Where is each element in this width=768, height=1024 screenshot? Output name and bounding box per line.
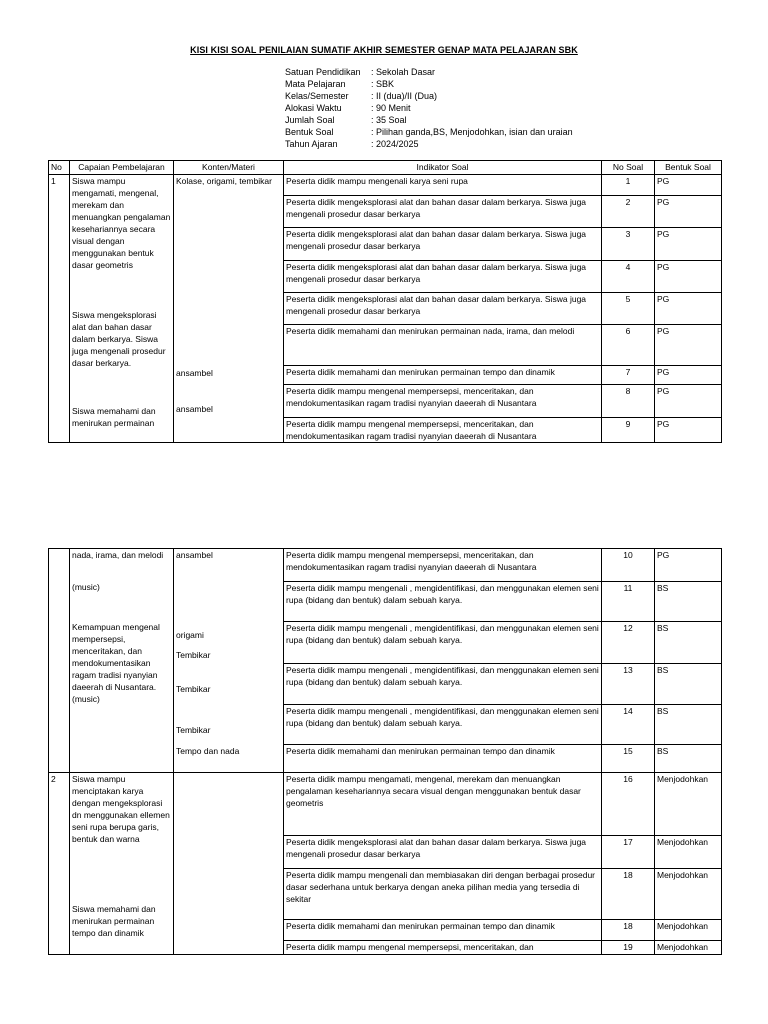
info-label: Jumlah Soal <box>285 115 335 125</box>
bentuk-cell: PG <box>655 418 722 443</box>
bentuk-cell: PG <box>655 196 722 228</box>
info-row <box>285 90 573 102</box>
no-soal-cell: 15 <box>602 745 655 773</box>
no-soal-cell: 16 <box>602 773 655 836</box>
table-row <box>49 175 722 196</box>
no-soal-cell: 12 <box>602 622 655 664</box>
indikator-cell: Peserta didik mampu mengenali dan membiasakan diri dengan berbagai prosedur dasar sederhana untuk berkarya dengan aneka pilihan media yang tersedia di sekitar <box>284 869 602 920</box>
header-no-soal: No Soal <box>602 161 655 175</box>
indikator-cell: Peserta didik mengeksplorasi alat dan bahan dasar dalam berkarya. Siswa juga mengenali prosedur dasar berkarya <box>284 196 602 228</box>
no-soal-cell: 8 <box>602 385 655 418</box>
info-label: Satuan Pendidikan <box>285 67 361 77</box>
indikator-cell: Peserta didik memahami dan menirukan permainan tempo dan dinamik <box>284 745 602 773</box>
info-label: Tahun Ajaran <box>285 139 338 149</box>
info-row <box>285 114 573 126</box>
no-soal-cell: 2 <box>602 196 655 228</box>
no-soal-cell: 4 <box>602 261 655 293</box>
indikator-cell: Peserta didik mengeksplorasi alat dan bahan dasar dalam berkarya. Siswa juga mengenali prosedur dasar berkarya <box>284 293 602 325</box>
no-soal-cell: 6 <box>602 325 655 366</box>
info-row <box>285 126 573 138</box>
no-soal-cell: 13 <box>602 664 655 705</box>
table-row <box>49 549 722 582</box>
no-soal-cell: 11 <box>602 582 655 622</box>
header-no: No <box>49 161 70 175</box>
no-soal-cell: 3 <box>602 228 655 261</box>
capaian-text: Siswa mengeksplorasi alat dan bahan dasar dalam berkarya. Siswa juga mengenali prosedur dasar berkarya. <box>72 310 166 368</box>
konten-cell <box>174 549 284 773</box>
row-number <box>49 549 70 773</box>
indikator-cell: Peserta didik mengeksplorasi alat dan bahan dasar dalam berkarya. Siswa juga mengenali prosedur dasar berkarya <box>284 261 602 293</box>
bentuk-cell: BS <box>655 622 722 664</box>
bentuk-cell: BS <box>655 745 722 773</box>
bentuk-cell: PG <box>655 175 722 196</box>
grid-table-page2 <box>48 548 722 955</box>
info-value: : Sekolah Dasar <box>371 67 436 77</box>
konten-cell <box>174 175 284 443</box>
capaian-cell <box>70 549 174 773</box>
info-value: : 2024/2025 <box>371 139 419 149</box>
indikator-cell: Peserta didik mampu mengenal mempersepsi, menceritakan, dan mendokumentasikan ragam tradisi nyanyian daeerah di Nusantara <box>284 418 602 443</box>
info-label: Mata Pelajaran <box>285 79 346 89</box>
no-soal-cell: 1 <box>602 175 655 196</box>
info-value: : 35 Soal <box>371 115 407 125</box>
bentuk-cell: PG <box>655 325 722 366</box>
document-title: KISI KISI SOAL PENILAIAN SUMATIF AKHIR SEMESTER GENAP MATA PELAJARAN SBK <box>190 45 578 55</box>
no-soal-cell: 9 <box>602 418 655 443</box>
header-row <box>49 161 722 175</box>
bentuk-cell: BS <box>655 705 722 745</box>
header-capaian: Capaian Pembelajaran <box>70 161 174 175</box>
indikator-cell: Peserta didik mengeksplorasi alat dan bahan dasar dalam berkarya. Siswa juga mengenali prosedur dasar berkarya <box>284 836 602 869</box>
no-soal-cell: 19 <box>602 941 655 955</box>
bentuk-cell: PG <box>655 366 722 385</box>
capaian-text: nada, irama, dan melodi <box>72 550 164 560</box>
indikator-cell: Peserta didik memahami dan menirukan permainan tempo dan dinamik <box>284 366 602 385</box>
konten-text: ansambel <box>176 404 213 414</box>
no-soal-cell: 5 <box>602 293 655 325</box>
indikator-cell: Peserta didik mampu mengenali , mengidentifikasi, dan menggunakan elemen seni rupa (bidang dan bentuk) dalam sebuah karya. <box>284 622 602 664</box>
indikator-cell: Peserta didik mampu mengenali , mengidentifikasi, dan menggunakan elemen seni rupa (bidang dan bentuk) dalam sebuah karya. <box>284 582 602 622</box>
bentuk-cell: Menjodohkan <box>655 920 722 941</box>
indikator-cell: Peserta didik mengeksplorasi alat dan bahan dasar dalam berkarya. Siswa juga mengenali prosedur dasar berkarya <box>284 228 602 261</box>
konten-cell <box>174 773 284 955</box>
info-block <box>285 66 573 150</box>
no-soal-cell: 18 <box>602 869 655 920</box>
no-soal-cell: 17 <box>602 836 655 869</box>
konten-text: Kolase, origami, tembikar <box>176 176 272 186</box>
bentuk-cell: BS <box>655 582 722 622</box>
bentuk-cell: Menjodohkan <box>655 773 722 836</box>
grid-table-page1 <box>48 160 722 443</box>
bentuk-cell: PG <box>655 261 722 293</box>
bentuk-cell: PG <box>655 549 722 582</box>
konten-text: Tembikar <box>176 650 211 660</box>
bentuk-cell: BS <box>655 664 722 705</box>
table-row <box>49 773 722 836</box>
indikator-cell: Peserta didik mampu mengenali karya seni rupa <box>284 175 602 196</box>
info-value: : II (dua)/II (Dua) <box>371 91 438 101</box>
bentuk-cell: PG <box>655 293 722 325</box>
konten-text: Tembikar <box>176 725 211 735</box>
capaian-text: Siswa mampu menciptakan karya dengan mengeksplorasi dn menggunakan ellemen seni rupa berupa garis, bentuk dan warna <box>72 774 170 844</box>
info-value: : Pilihan ganda,BS, Menjodohkan, isian dan uraian <box>371 127 573 137</box>
info-value: : 90 Menit <box>371 103 411 113</box>
konten-text: ansambel <box>176 368 213 378</box>
bentuk-cell: Menjodohkan <box>655 941 722 955</box>
konten-text: Tempo dan nada <box>176 746 240 756</box>
row-number: 1 <box>49 175 70 443</box>
indikator-cell: Peserta didik memahami dan menirukan permainan tempo dan dinamik <box>284 920 602 941</box>
info-label: Kelas/Semester <box>285 91 349 101</box>
bentuk-cell: PG <box>655 228 722 261</box>
no-soal-cell: 18 <box>602 920 655 941</box>
capaian-text: Kemampuan mengenal mempersepsi, menceritakan, dan mendokumentasikan ragam tradisi nyanyian daeerah di Nusantara. (music) <box>72 622 160 704</box>
info-row <box>285 78 573 90</box>
indikator-cell: Peserta didik mampu mengenali , mengidentifikasi, dan menggunakan elemen seni rupa (bidang dan bentuk) dalam sebuah karya. <box>284 705 602 745</box>
header-indikator: Indikator Soal <box>284 161 602 175</box>
bentuk-cell: Menjodohkan <box>655 836 722 869</box>
info-row <box>285 102 573 114</box>
konten-text: origami <box>176 630 204 640</box>
info-row <box>285 66 573 78</box>
capaian-text: Siswa memahami dan menirukan permainan tempo dan dinamik <box>72 904 156 938</box>
capaian-cell <box>70 773 174 955</box>
info-value: : SBK <box>371 79 395 89</box>
indikator-cell: Peserta didik mampu mengenal mempersepsi, menceritakan, dan <box>284 941 602 955</box>
indikator-cell: Peserta didik mampu mengenal mempersepsi, menceritakan, dan mendokumentasikan ragam tradisi nyanyian daeerah di Nusantara <box>284 549 602 582</box>
capaian-text: (music) <box>72 582 100 592</box>
info-label: Alokasi Waktu <box>285 103 342 113</box>
info-row <box>285 138 573 150</box>
no-soal-cell: 10 <box>602 549 655 582</box>
indikator-cell: Peserta didik mampu mengamati, mengenal, merekam dan menuangkan pengalaman kesehariannya secara visual dengan menggunakan bentuk dasar geometris <box>284 773 602 836</box>
konten-text: Tembikar <box>176 684 211 694</box>
no-soal-cell: 14 <box>602 705 655 745</box>
bentuk-cell: PG <box>655 385 722 418</box>
bentuk-cell: Menjodohkan <box>655 869 722 920</box>
capaian-cell <box>70 175 174 443</box>
indikator-cell: Peserta didik mampu mengenali , mengidentifikasi, dan menggunakan elemen seni rupa (bidang dan bentuk) dalam sebuah karya. <box>284 664 602 705</box>
indikator-cell: Peserta didik mampu mengenal mempersepsi, menceritakan, dan mendokumentasikan ragam tradisi nyanyian daeerah di Nusantara <box>284 385 602 418</box>
header-konten: Konten/Materi <box>174 161 284 175</box>
capaian-text: Siswa memahami dan menirukan permainan <box>72 406 156 428</box>
row-number: 2 <box>49 773 70 955</box>
capaian-text: Siswa mampu mengamati, mengenal, merekam dan menuangkan pengalaman kesehariannya secara visual dengan menggunakan bentuk dasar geometris <box>72 176 171 270</box>
indikator-cell: Peserta didik memahami dan menirukan permainan nada, irama, dan melodi <box>284 325 602 366</box>
no-soal-cell: 7 <box>602 366 655 385</box>
konten-text: ansambel <box>176 550 213 560</box>
header-bentuk: Bentuk Soal <box>655 161 722 175</box>
info-label: Bentuk Soal <box>285 127 334 137</box>
